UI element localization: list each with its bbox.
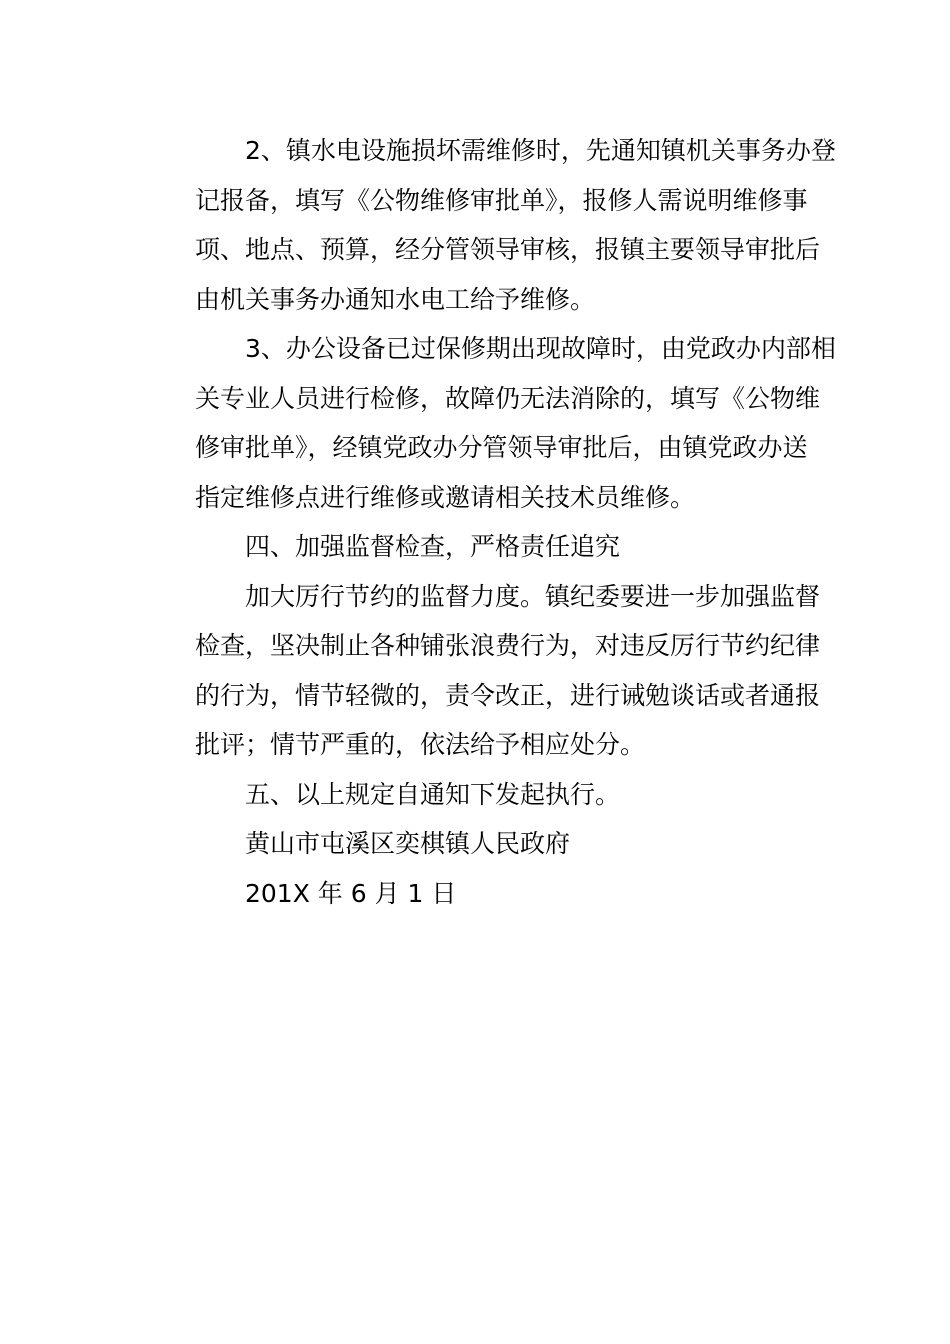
section-heading-effective-date xyxy=(145,770,807,820)
paragraph-office-equipment-repair xyxy=(145,324,836,522)
paragraph-water-electric-repair xyxy=(145,126,836,324)
text-line: 指定维修点进行维修或邀请相关技术员维修。 xyxy=(195,482,696,512)
text-line: 项、地点、预算，经分管领导审核，报镇主要领导审批后 xyxy=(195,235,821,264)
text-line: 由机关事务办通知水电工给予维修。 xyxy=(195,284,596,314)
text-line: 批评；情节严重的，依法给予相应处分。 xyxy=(195,730,646,759)
text-line: 201X 年 6 月 1 日 xyxy=(245,878,457,908)
text-line: 四、加强监督检查，严格责任追究 xyxy=(245,532,621,561)
text-line: 五、以上规定自通知下发起执行。 xyxy=(245,779,621,809)
document-body xyxy=(145,126,836,918)
text-line: 3、办公设备已过保修期出现故障时，由党政办内部相 xyxy=(245,334,836,363)
text-line: 检查，坚决制止各种铺张浪费行为，对违反厉行节约纪律 xyxy=(195,631,821,660)
text-line: 修审批单》，经镇党政办分管领导审批后，由镇党政办送 xyxy=(195,433,808,462)
text-line: 2、镇水电设施损坏需维修时，先通知镇机关事务办登 xyxy=(245,136,836,165)
text-line: 关专业人员进行检修，故障仍无法消除的，填写《公物维 xyxy=(195,383,821,413)
paragraph-supervision-details xyxy=(145,572,821,770)
issue-date xyxy=(145,869,807,919)
text-line: 记报备，填写《公物维修审批单》，报修人需说明维修事 xyxy=(195,185,808,215)
text-line: 黄山市屯溪区奕棋镇人民政府 xyxy=(245,829,571,858)
text-line: 的行为，情节轻微的，责令改正，进行诫勉谈话或者通报 xyxy=(195,680,821,710)
issuing-authority xyxy=(145,819,807,869)
section-heading-supervision xyxy=(145,522,807,572)
text-line: 加大厉行节约的监督力度。镇纪委要进一步加强监督 xyxy=(245,581,821,611)
